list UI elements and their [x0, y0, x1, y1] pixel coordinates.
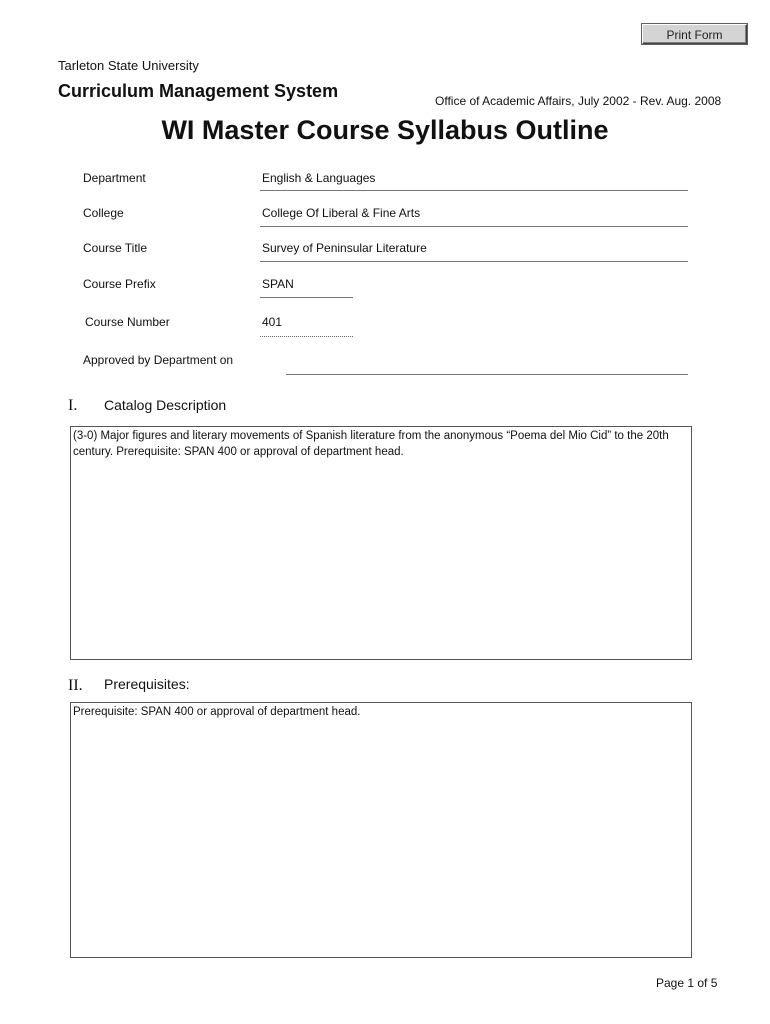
- course-number-field[interactable]: 401: [262, 315, 283, 329]
- catalog-description-text: (3-0) Major figures and literary movements of Spanish literature from the anonymous “Poema del Mio Cid” to the 20th century. Prerequisite: SPAN 400 or approval of department head.: [73, 430, 669, 458]
- course-number-label: Course Number: [85, 315, 170, 329]
- course-number-underline: [260, 336, 353, 337]
- section-2-number: II.: [68, 677, 83, 694]
- office-revision-line: Office of Academic Affairs, July 2002 - Rev. Aug. 2008: [435, 94, 722, 108]
- page-number: Page 1 of 5: [656, 976, 718, 990]
- college-underline: [260, 226, 688, 227]
- department-field[interactable]: English & Languages: [262, 171, 376, 185]
- course-title-field[interactable]: Survey of Peninsular Literature: [262, 241, 427, 255]
- section-2-title: Prerequisites:: [104, 676, 190, 692]
- approved-date-label: Approved by Department on: [83, 353, 234, 367]
- system-name: Curriculum Management System: [58, 81, 339, 101]
- section-1-number: I.: [68, 397, 78, 414]
- approved-date-underline: [286, 374, 688, 375]
- course-prefix-field[interactable]: SPAN: [262, 277, 294, 291]
- college-field[interactable]: College Of Liberal & Fine Arts: [262, 206, 421, 220]
- page-title: WI Master Course Syllabus Outline: [161, 115, 609, 145]
- department-label: Department: [83, 171, 146, 185]
- department-underline: [260, 190, 688, 191]
- college-label: College: [83, 206, 124, 220]
- course-title-label: Course Title: [83, 241, 148, 255]
- university-name: Tarleton State University: [58, 58, 199, 73]
- course-prefix-label: Course Prefix: [83, 277, 156, 291]
- course-title-underline: [260, 261, 688, 262]
- course-prefix-underline: [260, 297, 353, 298]
- prerequisites-textarea[interactable]: [70, 702, 692, 958]
- print-form-button[interactable]: Print Form: [642, 24, 747, 44]
- catalog-description-textarea[interactable]: [70, 426, 692, 660]
- section-1-title: Catalog Description: [104, 397, 227, 413]
- prerequisites-text: Prerequisite: SPAN 400 or approval of department head.: [73, 706, 361, 718]
